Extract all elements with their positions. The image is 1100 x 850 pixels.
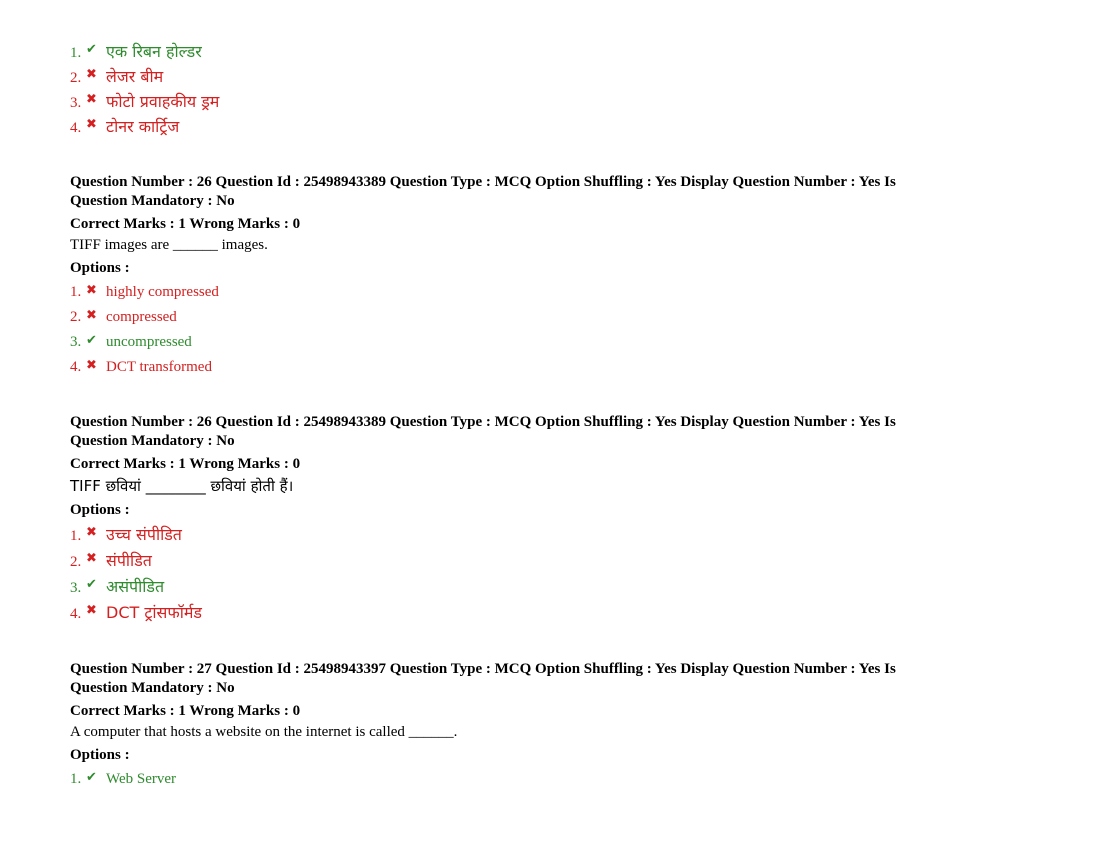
option-number: 4. — [70, 359, 82, 375]
cross-icon: ✖ — [86, 91, 97, 106]
question-mandatory: Question Mandatory : No — [70, 433, 235, 449]
option-number: 3. — [70, 334, 82, 350]
option-row — [70, 305, 1010, 330]
question-meta: Question Number : 27 Question Id : 25498943397 Question Type : MCQ Option Shuffling : Yes Display Question Number : Yes Is — [70, 661, 896, 677]
option-text: DCT transformed — [106, 359, 212, 375]
question-meta: Question Number : 26 Question Id : 25498943389 Question Type : MCQ Option Shuffling : Yes Display Question Number : Yes Is — [70, 174, 896, 190]
option-text: DCT ट्रांसफॉर्मड — [106, 603, 202, 622]
question-meta: Question Number : 26 Question Id : 25498943389 Question Type : MCQ Option Shuffling : Yes Display Question Number : Yes Is — [70, 414, 896, 430]
option-row — [70, 114, 1010, 139]
option-number: 1. — [70, 771, 82, 787]
cross-icon: ✖ — [86, 524, 97, 539]
option-number: 3. — [70, 580, 82, 596]
question-mandatory: Question Mandatory : No — [70, 193, 235, 209]
cross-icon: ✖ — [86, 550, 97, 565]
option-text: टोनर कार्ट्रिज — [106, 117, 180, 136]
cross-icon: ✖ — [86, 602, 97, 617]
question-marks: Correct Marks : 1 Wrong Marks : 0 — [70, 456, 301, 472]
options-label: Options : — [70, 260, 130, 276]
option-text: highly compressed — [106, 284, 219, 300]
question-mandatory: Question Mandatory : No — [70, 680, 235, 696]
option-number: 1. — [70, 45, 82, 61]
option-text: compressed — [106, 309, 177, 325]
option-row — [70, 355, 1010, 380]
question-stem: TIFF images are ______ images. — [70, 237, 268, 253]
question-block — [70, 660, 1010, 792]
question-marks: Correct Marks : 1 Wrong Marks : 0 — [70, 216, 301, 232]
option-number: 4. — [70, 120, 82, 136]
option-text: संपीडित — [106, 551, 152, 570]
option-text: उच्च संपीडित — [106, 525, 182, 544]
option-text: Web Server — [106, 771, 177, 787]
option-text: लेजर बीम — [106, 67, 164, 86]
check-icon: ✔ — [86, 332, 97, 347]
option-row — [70, 574, 1010, 600]
question-stem: TIFF छवियां ________ छवियां होती हैं। — [70, 477, 294, 495]
option-row — [70, 600, 1010, 626]
option-number: 2. — [70, 70, 82, 86]
option-text: एक रिबन होल्डर — [106, 42, 202, 61]
option-text: असंपीडित — [106, 577, 165, 596]
cross-icon: ✖ — [86, 116, 97, 131]
option-row — [70, 39, 1010, 64]
option-number: 1. — [70, 284, 82, 300]
options-label: Options : — [70, 502, 130, 518]
option-row — [70, 522, 1010, 548]
check-icon: ✔ — [86, 41, 97, 56]
option-number: 2. — [70, 309, 82, 325]
cross-icon: ✖ — [86, 357, 97, 372]
check-icon: ✔ — [86, 576, 97, 591]
question-marks: Correct Marks : 1 Wrong Marks : 0 — [70, 703, 301, 719]
options-label: Options : — [70, 747, 130, 763]
option-number: 3. — [70, 95, 82, 111]
option-row — [70, 767, 1010, 792]
check-icon: ✔ — [86, 769, 97, 784]
option-text: फोटो प्रवाहकीय ड्रम — [106, 92, 220, 111]
option-row — [70, 330, 1010, 355]
option-text: uncompressed — [106, 334, 192, 350]
option-number: 2. — [70, 554, 82, 570]
prev-question-options — [70, 39, 1010, 139]
option-row — [70, 280, 1010, 305]
question-block — [70, 173, 1010, 380]
question-block — [70, 413, 1010, 626]
option-row — [70, 64, 1010, 89]
option-number: 1. — [70, 528, 82, 544]
option-number: 4. — [70, 606, 82, 622]
option-row — [70, 89, 1010, 114]
cross-icon: ✖ — [86, 307, 97, 322]
option-row — [70, 548, 1010, 574]
question-stem: A computer that hosts a website on the internet is called ______. — [70, 724, 458, 740]
cross-icon: ✖ — [86, 282, 97, 297]
cross-icon: ✖ — [86, 66, 97, 81]
